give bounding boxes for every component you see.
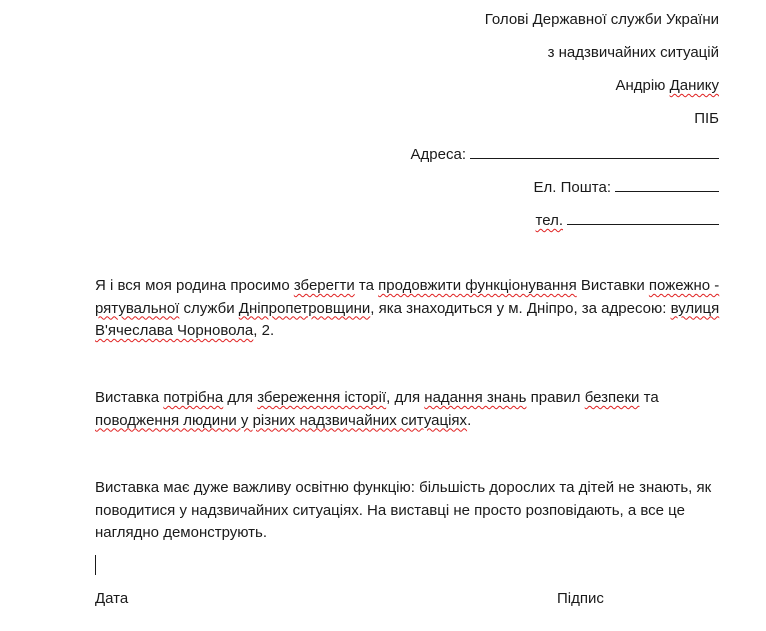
p2-text-4: правил [526,389,585,406]
p1-text-2: та [354,277,379,294]
p2-flagged-1: потрібна [163,389,224,406]
p1-flagged-3: пожежно - рятувальної [95,277,720,317]
email-blank[interactable] [615,177,719,192]
p1-text-6: , 2. [253,322,275,339]
p2-flagged-5: поводження людини у різних надзвичайних ситуаціях [95,411,468,429]
p2-flagged-4: безпеки [584,389,640,406]
address-label: Адреса: [410,146,466,163]
p1-text-5: , яка знаходиться у м. Дніпро, за адресою: [370,299,671,317]
recipient-last-name: Данику [669,77,719,94]
p2-text-5: та [639,389,659,406]
p2-text-2: для [223,389,258,406]
address-line [411,144,719,163]
pib-label: ПІБ [694,110,719,127]
recipient-first-name: Андрію [615,77,670,94]
date-label: Дата [95,590,129,607]
p2-flagged-2: збереження історії [257,389,387,406]
text-cursor [95,555,96,575]
p1-flagged-2: продовжити функціонування [378,277,577,294]
phone-line [536,210,719,229]
phone-label: тел. [535,212,563,229]
email-line [534,177,719,196]
p1-text-4: служби [179,299,239,317]
paragraph-2 [95,387,720,432]
phone-blank[interactable] [567,210,719,225]
p1-flagged-5: вулиця В'ячеслава Чорновола [95,299,720,339]
email-label: Ел. Пошта: [533,179,611,196]
p2-flagged-3: надання знань [424,389,527,406]
p2-text-1: Виставка [95,389,164,406]
recipient-line-1: Голові Державної служби України [484,11,719,28]
paragraph-1 [95,275,720,343]
p1-flagged-1: зберегти [293,277,355,294]
signature-label: Підпис [557,590,604,607]
p1-flagged-4: Дніпропетровщини [238,299,371,317]
paragraph-3: Виставка має дуже важливу освітню функцію: більшість дорослих та дітей не знають, як поводитися у надзвичайних ситуаціях. На виставці не просто розповідають, а все це наглядно демонструють. [95,479,712,541]
p2-text-3: , для [386,389,425,406]
address-blank[interactable] [470,144,719,159]
p2-text-6: . [467,411,472,429]
recipient-line-2: з надзвичайних ситуацій [547,44,719,61]
recipient-name [615,77,719,94]
p1-text-1: Я і вся моя родина просимо [95,277,294,294]
p1-text-3: Виставки [576,277,649,294]
